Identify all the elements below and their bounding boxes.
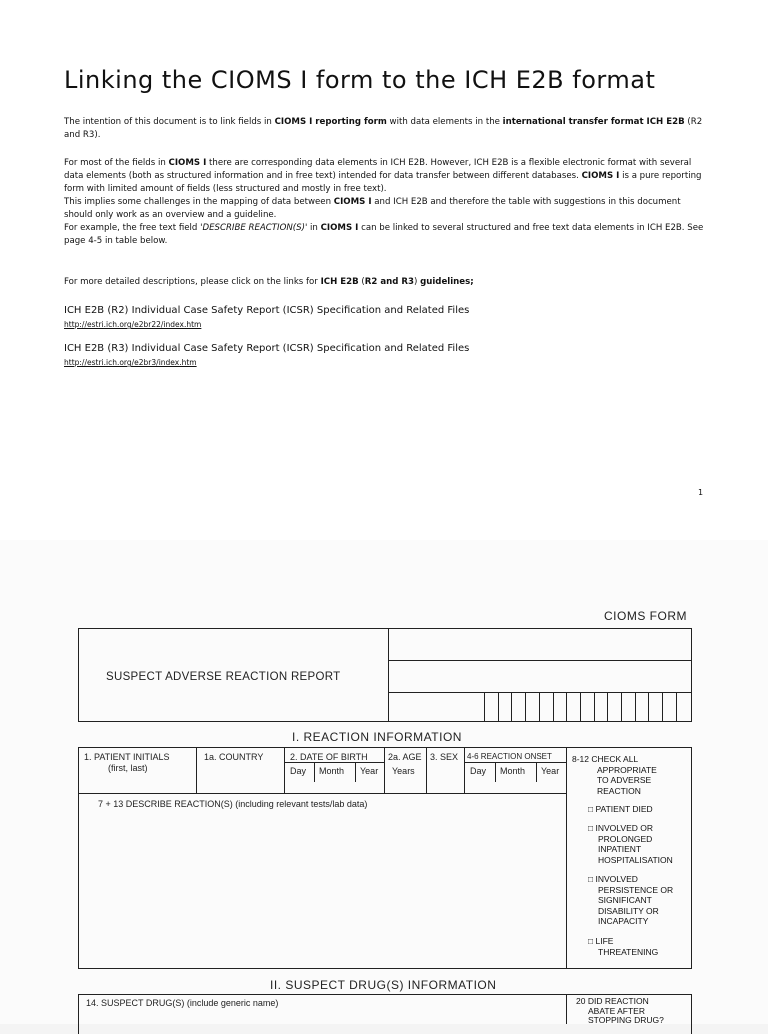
- onset-day-label: Day: [470, 766, 487, 776]
- disability-option[interactable]: □ INVOLVED PERSISTENCE OR SIGNIFICANT DISABILITY OR INCAPACITY: [588, 874, 674, 926]
- link-heading-r2: ICH E2B (R2) Individual Case Safety Report (ICSR) Specification and Related Files: [64, 305, 470, 316]
- dob-day-label: Day: [290, 766, 307, 776]
- body-paragraph: For most of the fields in CIOMS I there are corresponding data elements in ICH E2B. However, ICH E2B is a flexible electronic format with several data elements (both as structured information and in free text) intended for data transfer between different databases. CIOMS I is a pure reporting form with limited amount of fields (less structured and mostly in free text). This implies some challenges in the mapping of data between CIOMS I and ICH E2B and therefore the table with suggestions in this document should only work as an overview and a guideline. For example, the free text field 'DESCRIBE REACTION(S)' in CIOMS I can be linked to several structured and free text data elements in ICH E2B. See page 4-5 in table below.: [64, 158, 704, 246]
- section-suspect-drug-information: II. SUSPECT DRUG(S) INFORMATION: [270, 978, 497, 992]
- describe-reaction-label: 7 + 13 DESCRIBE REACTION(S) (including relevant tests/lab data): [98, 799, 368, 809]
- patient-initials-label: 1. PATIENT INITIALS: [84, 752, 170, 762]
- patient-died-option[interactable]: □ PATIENT DIED: [588, 804, 653, 814]
- suspect-drug-label: 14. SUSPECT DRUG(S) (include generic name): [86, 998, 279, 1008]
- tick-divider: [511, 692, 512, 722]
- dob-label: 2. DATE OF BIRTH: [290, 752, 368, 762]
- tick-divider: [525, 692, 526, 722]
- country-label: 1a. COUNTRY: [204, 752, 264, 762]
- tick-divider: [498, 692, 499, 722]
- checkbox-icon[interactable]: □: [588, 936, 594, 946]
- checkbox-icon[interactable]: □: [588, 874, 594, 884]
- cioms-form-scan: [0, 540, 768, 1024]
- tick-divider: [553, 692, 554, 722]
- tick-divider: [662, 692, 663, 722]
- check-all-heading: 8-12 CHECK ALL APPROPRIATE TO ADVERSE REACTION: [572, 754, 657, 796]
- tick-divider: [580, 692, 581, 722]
- dob-month-label: Month: [319, 766, 345, 776]
- onset-sub-divider-2: [536, 762, 537, 782]
- checkbox-icon[interactable]: □: [588, 823, 594, 833]
- header-divider: [388, 628, 389, 722]
- link-url-r2[interactable]: http://estri.ich.org/e2br22/index.htm: [64, 320, 202, 329]
- tick-divider: [539, 692, 540, 722]
- onset-sub-hline: [464, 762, 566, 763]
- hospitalisation-option[interactable]: □ INVOLVED OR PROLONGED INPATIENT HOSPITALISATION: [588, 823, 673, 865]
- section-reaction-information: I. REACTION INFORMATION: [292, 730, 462, 744]
- cell-divider-4: [426, 747, 427, 793]
- header-hline-2: [388, 692, 692, 693]
- cell-divider-1: [196, 747, 197, 793]
- dob-sub-divider-1: [314, 762, 315, 782]
- cell-divider-5: [464, 747, 465, 793]
- suspect-drug-divider: [566, 994, 567, 1024]
- tick-divider: [635, 692, 636, 722]
- link-url-r3[interactable]: http://estri.ich.org/e2br3/index.htm: [64, 358, 197, 367]
- cell-divider-2: [284, 747, 285, 793]
- report-title: SUSPECT ADVERSE REACTION REPORT: [106, 671, 341, 683]
- document-title: Linking the CIOMS I form to the ICH E2B format: [64, 66, 656, 94]
- tick-divider: [566, 692, 567, 722]
- onset-year-label: Year: [541, 766, 560, 776]
- onset-sub-divider-1: [495, 762, 496, 782]
- reaction-row-divider: [78, 793, 566, 794]
- header-hline-1: [388, 660, 692, 661]
- dob-sub-hline: [284, 762, 384, 763]
- patient-initials-sub: (first, last): [108, 763, 148, 773]
- check-column-divider: [566, 747, 567, 969]
- tick-divider: [648, 692, 649, 722]
- cell-divider-3: [384, 747, 385, 793]
- cioms-form-header: CIOMS FORM: [604, 609, 687, 623]
- sex-label: 3. SEX: [430, 752, 459, 762]
- intro-paragraph: The intention of this document is to link fields in CIOMS I reporting form with data elements in the international transfer format ICH E2B (R2 and R3).: [64, 117, 703, 140]
- tick-divider: [621, 692, 622, 722]
- onset-label: 4-6 REACTION ONSET: [467, 752, 552, 761]
- tick-divider: [676, 692, 677, 722]
- life-threatening-option[interactable]: □ LIFE THREATENING: [588, 936, 659, 957]
- more-info-text: For more detailed descriptions, please click on the links for ICH E2B (R2 and R3) guidelines;: [64, 277, 474, 287]
- age-years-label: Years: [392, 766, 415, 776]
- dob-year-label: Year: [360, 766, 379, 776]
- dob-sub-divider-2: [355, 762, 356, 782]
- age-label: 2a. AGE: [388, 752, 422, 762]
- tick-divider: [484, 692, 485, 722]
- page-number: 1: [698, 488, 704, 497]
- tick-divider: [607, 692, 608, 722]
- onset-month-label: Month: [500, 766, 526, 776]
- abate-question: 20 DID REACTION ABATE AFTER STOPPING DRUG?: [576, 996, 664, 1025]
- checkbox-icon[interactable]: □: [588, 804, 594, 814]
- link-heading-r3: ICH E2B (R3) Individual Case Safety Report (ICSR) Specification and Related Files: [64, 343, 470, 354]
- tick-divider: [594, 692, 595, 722]
